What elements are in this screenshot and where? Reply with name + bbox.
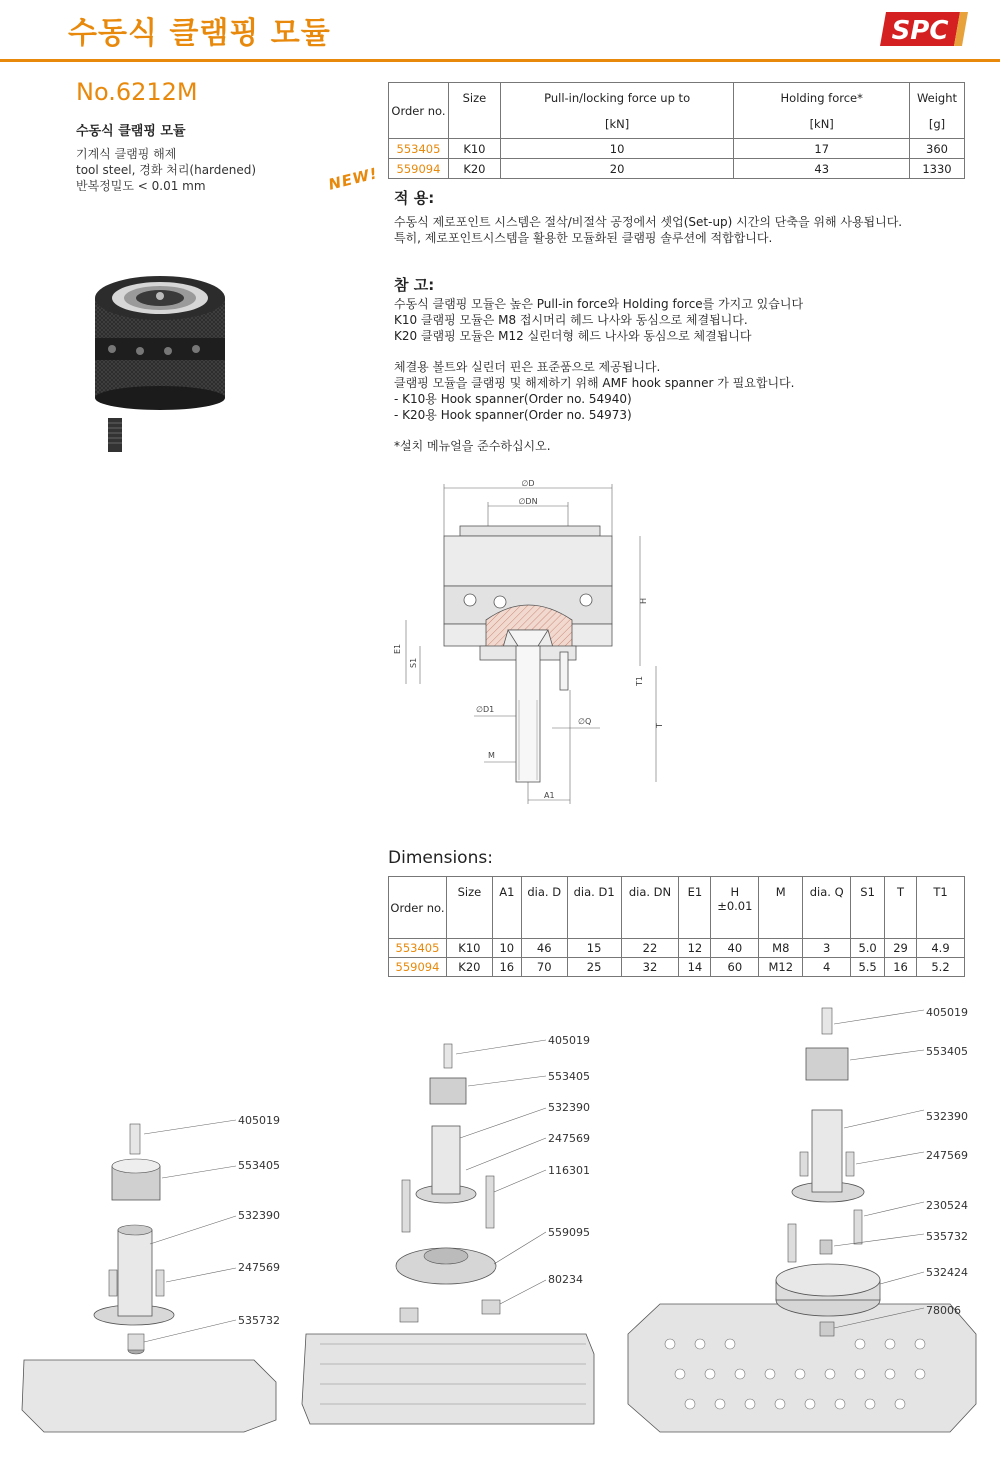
callout-label: 553405: [548, 1070, 590, 1083]
spec-table: [388, 82, 965, 179]
manual-note: *설치 메뉴얼을 준수하십시오.: [394, 439, 551, 453]
callout-label: 553405: [926, 1045, 968, 1058]
callout-label: 116301: [548, 1164, 590, 1177]
svg-text:T1: T1: [635, 676, 644, 686]
cell: 32: [621, 958, 679, 977]
cell: 70: [521, 958, 567, 977]
svg-text:T: T: [655, 723, 664, 728]
product-photo: [90, 268, 230, 468]
cell: 4: [803, 958, 851, 977]
svg-text:∅DN: ∅DN: [518, 497, 538, 506]
size-cell: K20: [448, 159, 500, 179]
cell: 12: [679, 939, 711, 958]
cell: 40: [711, 939, 759, 958]
svg-text:∅D1: ∅D1: [476, 705, 495, 714]
table-row: [389, 139, 965, 159]
callout-label: 535732: [926, 1230, 968, 1243]
note-line: 클램핑 모듈을 클램핑 및 해제하기 위해 AMF hook spanner 가 필요합니다.: [394, 376, 795, 390]
note-line: - K10용 Hook spanner(Order no. 54940): [394, 392, 632, 406]
th-order-no: Order no.: [389, 83, 449, 139]
feature-1: 기계식 클램핑 해제: [76, 147, 177, 161]
unit-weight: [g]: [910, 111, 965, 139]
cell: 360: [910, 139, 965, 159]
header-bar: [0, 0, 1000, 62]
callout-label: 230524: [926, 1199, 968, 1212]
cell: M12: [759, 958, 803, 977]
order-link[interactable]: 559094: [389, 958, 447, 977]
callout-label: 405019: [548, 1034, 590, 1047]
model-number: No.6212M: [76, 78, 198, 106]
svg-text:H: H: [639, 597, 648, 604]
cell: 29: [885, 939, 917, 958]
th-order-no: Order no.: [389, 877, 447, 939]
svg-text:M: M: [488, 751, 495, 760]
th-t1: T1: [917, 877, 965, 939]
notes-heading: 참 고:: [394, 276, 435, 294]
cell: 14: [679, 958, 711, 977]
cell: 16: [492, 958, 521, 977]
cell: 5.2: [917, 958, 965, 977]
cell: 5.5: [851, 958, 885, 977]
cell: 10: [492, 939, 521, 958]
feature-3: 반복정밀도 < 0.01 mm: [76, 179, 206, 193]
cell: 43: [734, 159, 910, 179]
cell: 60: [711, 958, 759, 977]
cell: 4.9: [917, 939, 965, 958]
size-cell: K10: [446, 939, 492, 958]
table-row: [389, 958, 965, 977]
callout-label: 78006: [926, 1304, 961, 1317]
th-size: Size: [446, 877, 492, 939]
callout-label: 535732: [238, 1314, 280, 1327]
application-line: 수동식 제로포인트 시스템은 절삭/비절삭 공정에서 셋업(Set-up) 시간의 단축을 위해 사용됩니다.: [394, 215, 903, 229]
order-link[interactable]: 559094: [389, 159, 449, 179]
callout-label: 405019: [238, 1114, 280, 1127]
th-size: Size: [448, 83, 500, 139]
new-badge: NEW!: [326, 164, 380, 194]
cell: 17: [734, 139, 910, 159]
callout-label: 532390: [548, 1101, 590, 1114]
feature-2: tool steel, 경화 처리(hardened): [76, 163, 257, 177]
svg-text:SPC: SPC: [891, 16, 949, 46]
callout-label: 247569: [548, 1132, 590, 1145]
note-line: K10 클램핑 모듈은 M8 접시머리 헤드 나사와 동심으로 체결됩니다.: [394, 313, 748, 327]
callout-label: 80234: [548, 1273, 583, 1286]
cell: 25: [567, 958, 621, 977]
application-heading: 적 용:: [394, 189, 435, 207]
th-h: H ±0.01: [711, 877, 759, 939]
cell: 22: [621, 939, 679, 958]
svg-text:S1: S1: [409, 657, 418, 668]
callout-label: 532424: [926, 1266, 968, 1279]
cell: 46: [521, 939, 567, 958]
cell: 16: [885, 958, 917, 977]
callout-label: 559095: [548, 1226, 590, 1239]
svg-text:A1: A1: [544, 791, 555, 800]
cell: 1330: [910, 159, 965, 179]
table-row: [389, 939, 965, 958]
callout-label: 532390: [238, 1209, 280, 1222]
svg-text:E1: E1: [393, 643, 402, 654]
order-link[interactable]: 553405: [389, 939, 447, 958]
cell: 15: [567, 939, 621, 958]
th-dia-d: dia. D: [521, 877, 567, 939]
th-e1: E1: [679, 877, 711, 939]
size-cell: K10: [448, 139, 500, 159]
assembly-diagram-3: [620, 1004, 980, 1436]
technical-drawing: [380, 470, 664, 810]
svg-text:∅D: ∅D: [521, 479, 535, 488]
cell: 5.0: [851, 939, 885, 958]
note-line: 수동식 클램핑 모듈은 높은 Pull-in force와 Holding force를 가지고 있습니다: [394, 297, 804, 311]
svg-text:∅Q: ∅Q: [578, 717, 592, 726]
table-row: [389, 159, 965, 179]
th-t: T: [885, 877, 917, 939]
note-line: - K20용 Hook spanner(Order no. 54973): [394, 408, 632, 422]
cell: 20: [500, 159, 734, 179]
note-line: 체결용 볼트와 실린더 핀은 표준품으로 제공됩니다.: [394, 360, 661, 374]
th-weight: Weight: [910, 83, 965, 111]
th-s1: S1: [851, 877, 885, 939]
spc-logo: [880, 8, 968, 52]
page-title: 수동식 클램핑 모듈: [68, 16, 331, 51]
size-cell: K20: [446, 958, 492, 977]
th-dia-dn: dia. DN: [621, 877, 679, 939]
th-holding: Holding force*: [734, 83, 910, 111]
callout-label: 405019: [926, 1006, 968, 1019]
cell: M8: [759, 939, 803, 958]
unit-pull-in: [kN]: [500, 111, 734, 139]
dimensions-table: [388, 876, 965, 977]
unit-holding: [kN]: [734, 111, 910, 139]
dimensions-title: Dimensions:: [388, 848, 493, 868]
th-m: M: [759, 877, 803, 939]
cell: 10: [500, 139, 734, 159]
application-line: 특히, 제로포인트시스템을 활용한 모듈화된 클램핑 솔루션에 적합합니다.: [394, 231, 773, 245]
callout-label: 247569: [238, 1261, 280, 1274]
th-pull-in: Pull-in/locking force up to: [500, 83, 734, 111]
note-line: K20 클램핑 모듈은 M12 실린더형 헤드 나사와 동심으로 체결됩니다: [394, 329, 752, 343]
callout-label: 247569: [926, 1149, 968, 1162]
th-dia-d1: dia. D1: [567, 877, 621, 939]
th-dia-q: dia. Q: [803, 877, 851, 939]
order-link[interactable]: 553405: [389, 139, 449, 159]
callout-label: 553405: [238, 1159, 280, 1172]
th-a1: A1: [492, 877, 521, 939]
product-name: 수동식 클램핑 모듈: [76, 124, 186, 139]
callout-label: 532390: [926, 1110, 968, 1123]
cell: 3: [803, 939, 851, 958]
